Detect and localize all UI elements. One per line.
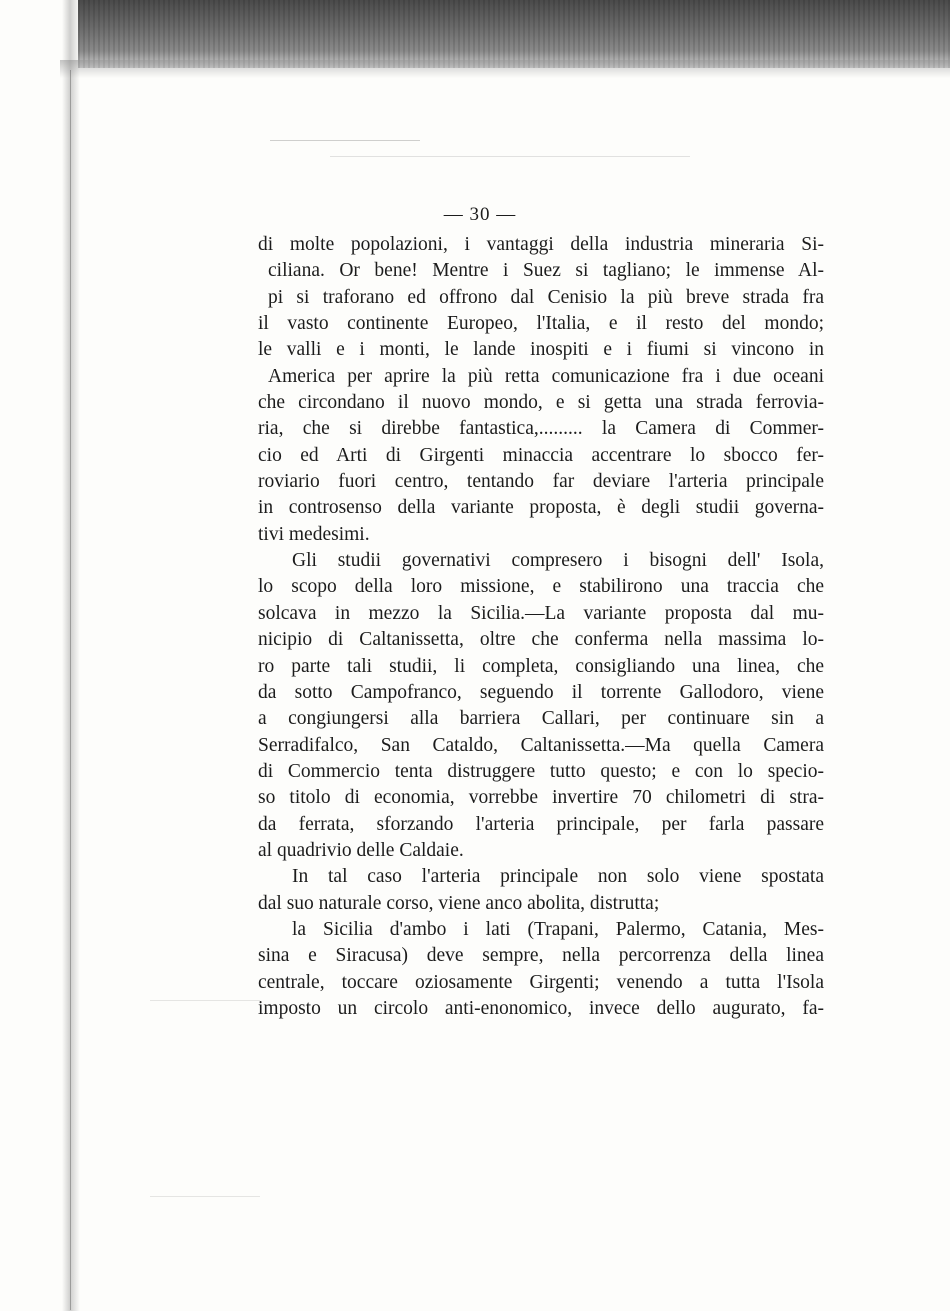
faint-bleed-line: [270, 140, 420, 141]
faint-bleed-line: [150, 1000, 260, 1001]
text-line: America per aprire la più retta comunicazione fra i due oceani: [268, 365, 824, 387]
text-line: le valli e i monti, le lande inospiti e i fiumi si vincono in: [258, 339, 824, 361]
text-line: cio ed Arti di Girgenti minaccia accentrare lo sbocco fer-: [258, 444, 824, 466]
text-line: lo scopo della loro missione, e stabilirono una traccia che: [258, 576, 824, 598]
scanner-edge-band: [78, 0, 950, 68]
text-line: in controsenso della variante proposta, è degli studii governa-: [258, 497, 824, 519]
text-line: da ferrata, sforzando l'arteria principale, per farla passare: [258, 813, 824, 835]
text-line: il vasto continente Europeo, l'Italia, e il resto del mondo;: [258, 313, 824, 335]
text-line: di Commercio tenta distruggere tutto questo; e con lo specio-: [258, 760, 824, 782]
page-number: — 30 —: [443, 204, 517, 225]
text-line: In tal caso l'arteria principale non solo viene spostata: [292, 866, 824, 888]
text-line: dal suo naturale corso, viene anco abolita, distrutta;: [258, 892, 660, 914]
text-line: la Sicilia d'ambo i lati (Trapani, Palermo, Catania, Mes-: [292, 918, 824, 940]
text-line: roviario fuori centro, tentando far deviare l'arteria principale: [258, 471, 824, 493]
text-line: solcava in mezzo la Sicilia.—La variante proposta dal mu-: [258, 602, 824, 624]
text-line: che circondano il nuovo mondo, e si getta una strada ferrovia-: [258, 392, 824, 414]
text-line: so titolo di economia, vorrebbe invertire 70 chilometri di stra-: [258, 787, 824, 809]
text-line: Gli studii governativi compresero i bisogni dell' Isola,: [292, 550, 824, 572]
body-text: [258, 232, 824, 1022]
text-line: pi si traforano ed offrono dal Cenisio la più breve strada fra: [268, 286, 824, 308]
text-line: sina e Siracusa) deve sempre, nella percorrenza della linea: [258, 945, 824, 967]
text-line: da sotto Campofranco, seguendo il torrente Gallodoro, viene: [258, 681, 824, 703]
text-line: nicipio di Caltanissetta, oltre che conferma nella massima lo-: [258, 629, 824, 651]
text-line: a congiungersi alla barriera Callari, per continuare sin a: [258, 708, 824, 730]
text-line: centrale, toccare oziosamente Girgenti; venendo a tutta l'Isola: [258, 971, 824, 993]
text-line: ria, che si direbbe fantastica,......... la Camera di Commer-: [258, 418, 824, 440]
text-line: ciliana. Or bene! Mentre i Suez si tagliano; le immense Al-: [268, 260, 824, 282]
text-line: ro parte tali studii, li completa, consigliando una linea, che: [258, 655, 824, 677]
text-line: al quadrivio delle Caldaie.: [258, 839, 464, 861]
text-line: di molte popolazioni, i vantaggi della industria mineraria Si-: [258, 234, 824, 255]
text-line: Serradifalco, San Cataldo, Caltanissetta.—Ma quella Camera: [258, 734, 824, 756]
scanner-edge-fade: [60, 60, 950, 78]
binding-edge-line: [70, 70, 71, 1310]
text-line: imposto un circolo anti-enonomico, invece dello augurato, fa-: [258, 997, 824, 1019]
binding-shadow: [62, 0, 80, 1311]
text-line: tivi medesimi.: [258, 523, 370, 545]
faint-bleed-line: [330, 156, 690, 157]
faint-bleed-line: [150, 1196, 260, 1197]
